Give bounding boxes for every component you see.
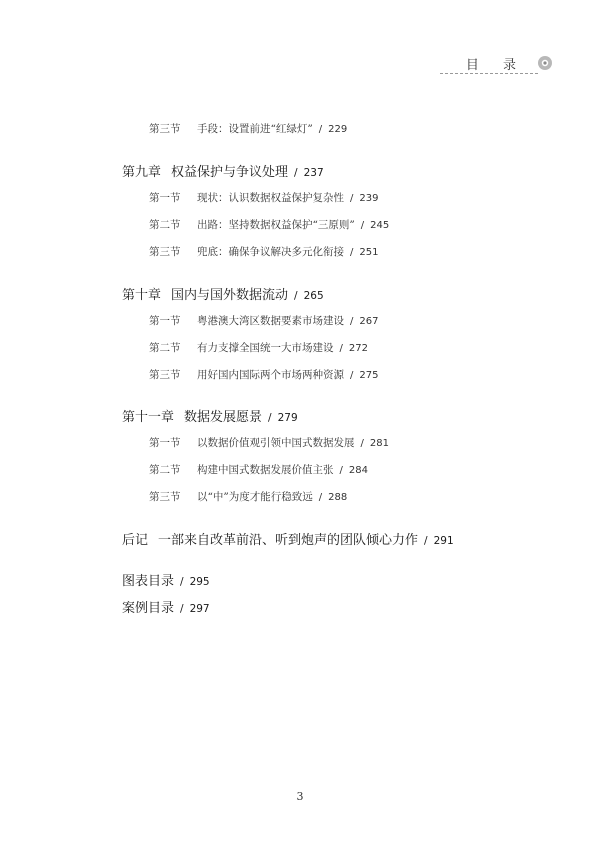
header-rule (440, 73, 538, 74)
toc-section-entry (149, 244, 378, 259)
toc-section-entry (149, 367, 378, 382)
toc-section-entry (149, 435, 389, 450)
chapter-title: 案例目录 (122, 601, 175, 616)
section-number: 第一节 (149, 192, 181, 204)
toc-page-number: 229 (328, 124, 348, 135)
toc-section-entry (149, 489, 347, 504)
section-number: 第三节 (149, 491, 181, 503)
page-separator: / (350, 316, 354, 327)
toc-section-entry (149, 121, 347, 136)
section-number: 第三节 (149, 369, 181, 381)
chapter-title: 数据发展愿景 (184, 410, 263, 425)
toc-section-entry (149, 313, 378, 328)
page-separator: / (360, 220, 365, 231)
section-title: 用好国内国际两个市场两种资源 (197, 369, 344, 381)
page-separator: / (294, 167, 298, 179)
toc-section-entry (149, 190, 378, 205)
toc-section-entry (149, 462, 368, 477)
running-header (440, 50, 560, 76)
toc-page-number: 284 (348, 465, 368, 476)
section-number: 第一节 (149, 315, 181, 327)
section-title: 兜底：确保争议解决多元化衔接 (197, 246, 344, 258)
chapter-title: 国内与国外数据流动 (171, 288, 289, 303)
section-title: 以数据价值观引领中国式数据发展 (197, 437, 355, 449)
toc-page-number: 295 (189, 576, 210, 588)
header-title: 目 录 (465, 58, 526, 73)
leaf-ornament-icon (536, 54, 554, 72)
toc-page-number: 288 (328, 492, 348, 503)
toc-page-number: 267 (359, 316, 379, 327)
section-number: 第二节 (149, 464, 181, 476)
page-separator: / (180, 603, 184, 615)
toc-chapter-entry (122, 597, 210, 616)
section-title: 现状：认识数据权益保护复杂性 (197, 192, 344, 204)
toc-page-number: 265 (303, 290, 324, 302)
page-separator: / (339, 343, 343, 354)
chapter-title: 权益保护与争议处理 (171, 165, 289, 180)
page-separator: / (180, 576, 184, 588)
toc-page-number: 239 (359, 193, 379, 204)
page-separator: / (268, 412, 272, 424)
chapter-number: 第十一章 (122, 410, 175, 425)
chapter-title: 一部来自改革前沿、听到炮声的团队倾心力作 (158, 533, 419, 548)
toc-section-entry (149, 217, 389, 232)
section-number: 第三节 (149, 123, 181, 135)
toc-chapter-entry (122, 529, 454, 548)
section-number: 第二节 (149, 342, 181, 354)
toc-page-number: 297 (189, 603, 210, 615)
chapter-number: 第十章 (122, 288, 162, 303)
toc-page-number: 245 (370, 220, 390, 231)
chapter-number: 后记 (122, 533, 149, 548)
toc-page-number: 275 (359, 370, 379, 381)
page-separator: / (360, 438, 364, 449)
page-separator: / (339, 465, 343, 476)
toc-chapter-entry (122, 570, 210, 589)
section-title: 有力支撑全国统一大市场建设 (197, 342, 334, 354)
page-number: 3 (296, 790, 304, 803)
toc-page-number: 272 (348, 343, 368, 354)
toc-chapter-entry (122, 406, 298, 425)
toc-page-number: 291 (433, 535, 454, 547)
toc-page-number: 237 (303, 167, 324, 179)
page-separator: / (350, 370, 354, 381)
section-title: 构建中国式数据发展价值主张 (197, 464, 334, 476)
toc-page-number: 251 (359, 247, 379, 258)
page-separator: / (350, 193, 354, 204)
page-separator: / (350, 247, 354, 258)
page-separator: / (318, 124, 323, 135)
page-separator: / (294, 290, 298, 302)
section-number: 第三节 (149, 246, 181, 258)
toc-page-number: 281 (369, 438, 389, 449)
section-title: 手段：设置前进“红绿灯” (197, 123, 313, 135)
section-number: 第一节 (149, 437, 181, 449)
toc-page-number: 279 (277, 412, 298, 424)
toc-chapter-entry (122, 284, 324, 303)
section-title: 以“中”为度才能行稳致远 (197, 491, 313, 503)
page-separator: / (424, 535, 428, 547)
chapter-title: 图表目录 (122, 574, 175, 589)
chapter-number: 第九章 (122, 165, 162, 180)
section-number: 第二节 (149, 219, 181, 231)
toc-chapter-entry (122, 161, 324, 180)
toc-section-entry (149, 340, 368, 355)
section-title: 出路：坚持数据权益保护“三原则” (197, 219, 355, 231)
page-separator: / (318, 492, 323, 503)
section-title: 粤港澳大湾区数据要素市场建设 (197, 315, 344, 327)
